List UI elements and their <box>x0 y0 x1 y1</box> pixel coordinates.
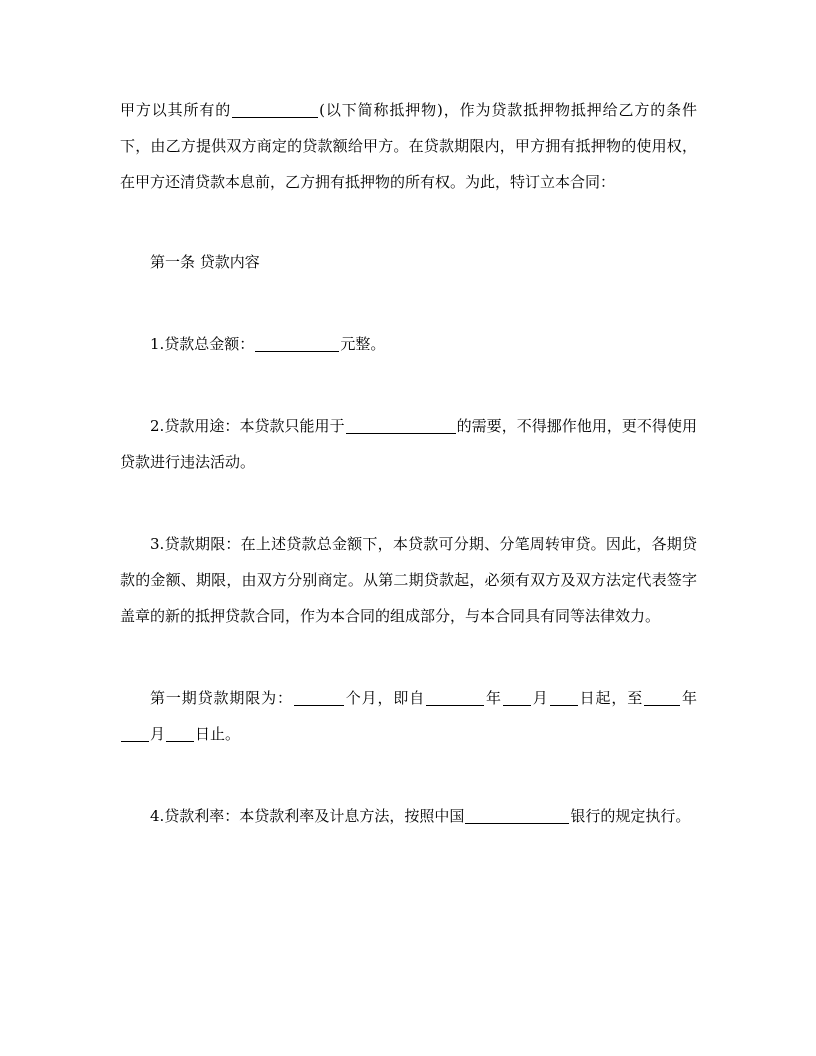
item4-paragraph <box>120 798 697 834</box>
start-year-blank <box>426 690 484 706</box>
start-day-blank <box>550 690 578 706</box>
collateral-blank <box>232 102 318 118</box>
end-day-blank <box>166 726 194 742</box>
term1-text-3: 年 <box>485 689 502 707</box>
item2-paragraph <box>120 408 697 480</box>
term1-text-4: 月 <box>531 689 549 707</box>
item4-text-2: 银行的规定执行。 <box>570 807 691 825</box>
intro-text-2: (以下简称抵押物)，作为贷款抵押物抵押给乙方的条件下，由乙方提供双方商定的贷款额给甲方。在贷款期限内，甲方拥有抵押物的使用权，在甲方还清贷款本息前，乙方拥有抵押物的所有权。为此，特订立本合同： <box>120 101 697 191</box>
term1-text-1: 第一期贷款期限为： <box>150 689 293 707</box>
start-month-blank <box>503 690 531 706</box>
document-page <box>120 92 697 834</box>
item1-paragraph <box>120 326 697 362</box>
item4-text-1: 4.贷款利率：本贷款利率及计息方法，按照中国 <box>150 807 465 825</box>
months-blank <box>294 690 344 706</box>
term1-text-7: 月 <box>150 725 166 743</box>
item3-paragraph: 3.贷款期限：在上述贷款总金额下，本贷款可分期、分笔周转审贷。因此，各期贷款的金额、期限，由双方分别商定。从第二期贷款起，必须有双方及双方法定代表签字盖章的新的抵押贷款合同，作为本合同的组成部分，与本合同具有同等法律效力。 <box>120 535 697 625</box>
term1-text-2: 个月，即自 <box>344 689 426 707</box>
term1-text-8: 日止。 <box>195 725 241 743</box>
intro-paragraph <box>120 92 697 200</box>
term1-paragraph <box>120 680 697 752</box>
intro-text-1: 甲方以其所有的 <box>120 101 232 119</box>
item1-text-2: 元整。 <box>340 335 386 353</box>
bank-name-blank <box>465 808 569 824</box>
term1-text-5: 日起，至 <box>578 689 644 707</box>
article1-title: 第一条 贷款内容 <box>150 253 260 271</box>
item1-text-1: 1.贷款总金额： <box>150 335 255 353</box>
item2-text-1: 2.贷款用途：本贷款只能用于 <box>150 417 345 435</box>
loan-amount-blank <box>255 336 339 352</box>
loan-purpose-blank <box>346 418 456 434</box>
item2-text-2: 的需要，不得挪作他用，更不得使用贷款进行违法活动。 <box>120 417 697 471</box>
end-year-blank <box>644 690 680 706</box>
end-month-blank <box>121 726 149 742</box>
term1-text-6: 年 <box>681 689 697 707</box>
